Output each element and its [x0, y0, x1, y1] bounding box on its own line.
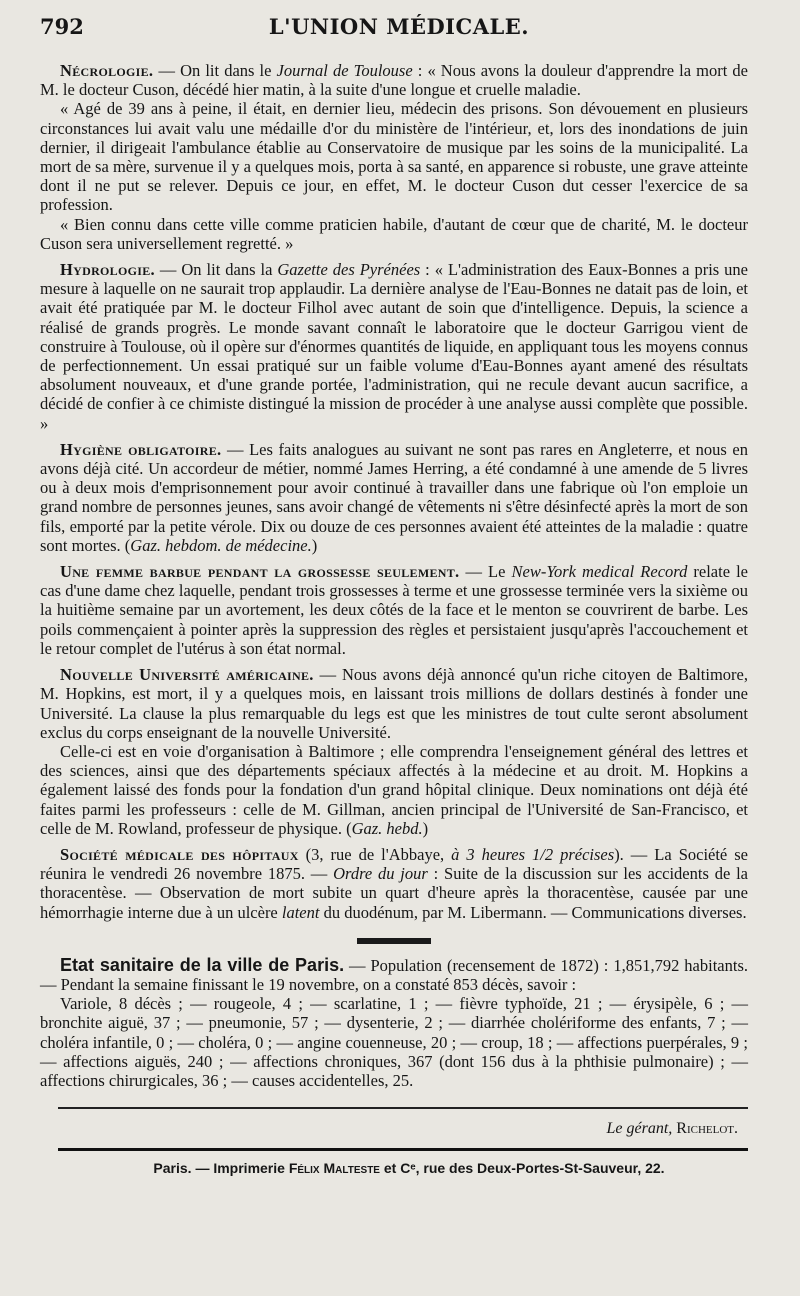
paragraph — [40, 260, 748, 433]
article-universite — [40, 665, 748, 838]
text-run: (3, rue de l'Abbaye, — [298, 844, 452, 864]
source-title: Gaz. hebdom. de médecine. — [130, 535, 312, 555]
section-heading: Etat sanitaire de la ville de Paris. — [60, 954, 345, 975]
text-run: — Le — [459, 562, 512, 582]
text-run: : Suite de la discussion sur les accidents de la thoracentèse. — Observation de mort subite un quart d'heure après la thoracentèse, causée par une hémorrhagie interne due à un ulcère — [40, 864, 748, 922]
text-run: ) — [311, 535, 318, 555]
article-label: Nouvelle Université américaine. — [60, 665, 314, 685]
printer-name: Félix Malteste — [288, 1160, 380, 1177]
text-run: — Nous avons déjà annoncé qu'un riche citoyen de Baltimore, M. Hopkins, est mort, il y a quelques mois, en laissant trois millions de dollars destinés à fonder une Université. La clause la plus remarquable du legs est que les ministres de tout culte seront absolument exclus du corps enseignant de la nouvelle Université. — [40, 665, 749, 742]
paragraph — [40, 440, 748, 555]
gerant-label: Le gérant, — [606, 1120, 677, 1138]
article-societe — [40, 845, 748, 922]
article-label: Société médicale des hôpitaux — [60, 844, 299, 864]
text-run: : « Nous avons la douleur d'apprendre la mort de M. le docteur Cuson, décédé hier matin, à la suite d'une longue et cruelle maladie. — [40, 61, 748, 100]
text-run: — Les faits analogues au suivant ne sont pas rares en Angleterre, et nous en avons déjà cité. Un accordeur de métier, nommé James Herring, a été condamné à une amende de 5 livres ou à deux mois d'emprisonnement pour avoir continué à travailler dans une fabrique où l'on emploie un grand nombre de personnes jeunes, sans avoir changé de vêtements ni s'être désinfecté après la mort de son fils, emporté par la petite vérole. Dix ou douze de ces personnes avaient été atteintes de la maladie : quatre sont mortes. ( — [40, 439, 748, 555]
source-title: Gazette des Pyrénées — [277, 260, 421, 280]
paragraph: « Bien connu dans cette ville comme praticien habile, d'autant de cœur que de charité, M. le docteur Cuson sera universellement regretté. » — [40, 214, 748, 253]
footer-rule — [58, 1107, 748, 1109]
text-run: et Cᵉ, rue des Deux-Portes-St-Sauveur, 22. — [379, 1160, 665, 1177]
section-divider — [357, 938, 431, 944]
printer-imprint — [40, 1160, 748, 1176]
gerant-name: Richelot. — [676, 1120, 738, 1138]
text-run: — Population (recensement de 1872) : 1,851,792 habitants. — Pendant la semaine finissant le 19 novembre, on a constaté 853 décès, savoir : — [40, 955, 748, 994]
text-run: ). — La Société se réunira le vendredi 26 novembre 1875. — — [40, 844, 748, 884]
paragraph — [40, 562, 748, 658]
paragraph: Variole, 8 décès ; — rougeole, 4 ; — scarlatine, 1 ; — fièvre typhoïde, 21 ; — érysipèle, 6 ; — bronchite aiguë, 37 ; — pneumonie, 57 ; — dysenterie, 2 ; — diarrhée cholériforme des enfants, 7 ; — choléra infantile, 0 ; — choléra, 0 ; — angine couenneuse, 20 ; — croup, 18 ; — affections puerpérales, 9 ; — affections aiguës, 240 ; — affections chroniques, 367 (dont 156 dus à la phthisie pulmonaire) ; — affections chirurgicales, 36 ; — causes accidentelles, 25. — [40, 994, 748, 1090]
text-run: Paris. — Imprimerie — [153, 1160, 289, 1177]
article-label: Une femme barbue pendant la grossesse seulement. — [60, 562, 460, 582]
text-run: Celle-ci est en voie d'organisation à Baltimore ; elle comprendra l'enseignement général des lettres et des sciences, ainsi que des départements spéciaux affectés à la médecine et au droit. M. Hopkins a également laissé des fonds pour la fondation d'un grand hôpital clinique. Deux nominations ont déjà été faites parmi les professeurs : celle de M. Gillman, ancien principal de l'Université de San-Francisco, et celle de M. Rowland, professeur de physique. ( — [40, 741, 748, 838]
emphasis-word: latent — [281, 902, 320, 922]
body-text — [40, 61, 748, 1090]
article-femme-barbue — [40, 562, 748, 658]
text-run: — On lit dans la — [154, 260, 278, 280]
meeting-time: à 3 heures 1/2 précises — [451, 844, 615, 864]
page-number: 792 — [40, 14, 84, 39]
agenda-label: Ordre du jour — [333, 864, 428, 884]
page-header — [40, 14, 748, 44]
article-label: Nécrologie. — [60, 61, 154, 80]
text-run: : « L'administration des Eaux-Bonnes a pris une mesure à laquelle on ne saurait trop applaudir. La dernière analyse de l'Eau-Bonnes ne datait pas de loin, et avait été pratiquée par M. le docteur Filhol avec autant de soin que d'intelligence. Depuis, la science a réalisé de grands progrès. Le monde savant connaît le laboratoire que le docteur Garrigou vient de construire à Toulouse, où il opère sur d'énormes quantités de liquide, en appliquant tous les moyens connus de perfectionnement. Un essai pratiqué sur un faible volume d'Eau-Bonnes ayant amené des résultats absolument nouveaux, et d'une grande portée, l'administration, qui ne recule devant aucun sacrifice, a décidé de confier à ce chimiste distingué la mission de procéder à une analyse aussi complète que possible. » — [40, 260, 749, 433]
paragraph: « Agé de 39 ans à peine, il était, en dernier lieu, médecin des prisons. Son dévouement en plusieurs circonstances lui avait valu une médaille d'or du ministère de l'intérieur, et, lors des inondations de juin dernier, il dirigeait l'ambulance établie au Conservatoire de musique par les soins de la municipalité. La mort de sa mère, survenue il y a quelques mois, porta à sa santé, en apparence si robuste, une grave atteinte dont il ne put se relever. Depuis ce jour, en effet, M. le docteur Cuson dut cesser l'exercice de sa profession. — [40, 99, 748, 215]
paragraph — [40, 665, 748, 742]
footer-rule-thick — [58, 1148, 748, 1151]
signature — [40, 1120, 738, 1138]
paragraph — [40, 845, 748, 922]
journal-title: L'UNION MÉDICALE. — [268, 14, 530, 39]
paragraph — [40, 742, 748, 838]
source-title: New-York medical Record — [511, 562, 688, 582]
source-title: Gaz. hebd. — [351, 818, 423, 838]
article-etat-sanitaire — [40, 956, 748, 1090]
paragraph — [40, 61, 748, 99]
article-hygiene — [40, 440, 748, 555]
article-label: Hydrologie. — [60, 260, 155, 280]
article-necrologie — [40, 61, 748, 253]
source-title: Journal de Toulouse — [276, 61, 413, 80]
text-run: du duodénum, par M. Libermann. — Communications diverses. — [319, 902, 747, 922]
paragraph — [40, 956, 748, 994]
text-run: ) — [422, 818, 429, 838]
text-run: — On lit dans le — [153, 61, 277, 80]
article-label: Hygiène obligatoire. — [60, 439, 222, 459]
text-run: relate le cas d'une dame chez laquelle, pendant trois grossesses à terme et une grossesse terminée vers la sixième ou la huitième semaine par un avortement, les deux côtés de la face et le menton se couvrirent de barbe. Les poils commençaient à pointer après la suppression des règles et persistaient jusqu'après l'accouchement et le retour complet de l'utérus à son état normal. — [40, 562, 748, 658]
article-hydrologie — [40, 260, 748, 433]
